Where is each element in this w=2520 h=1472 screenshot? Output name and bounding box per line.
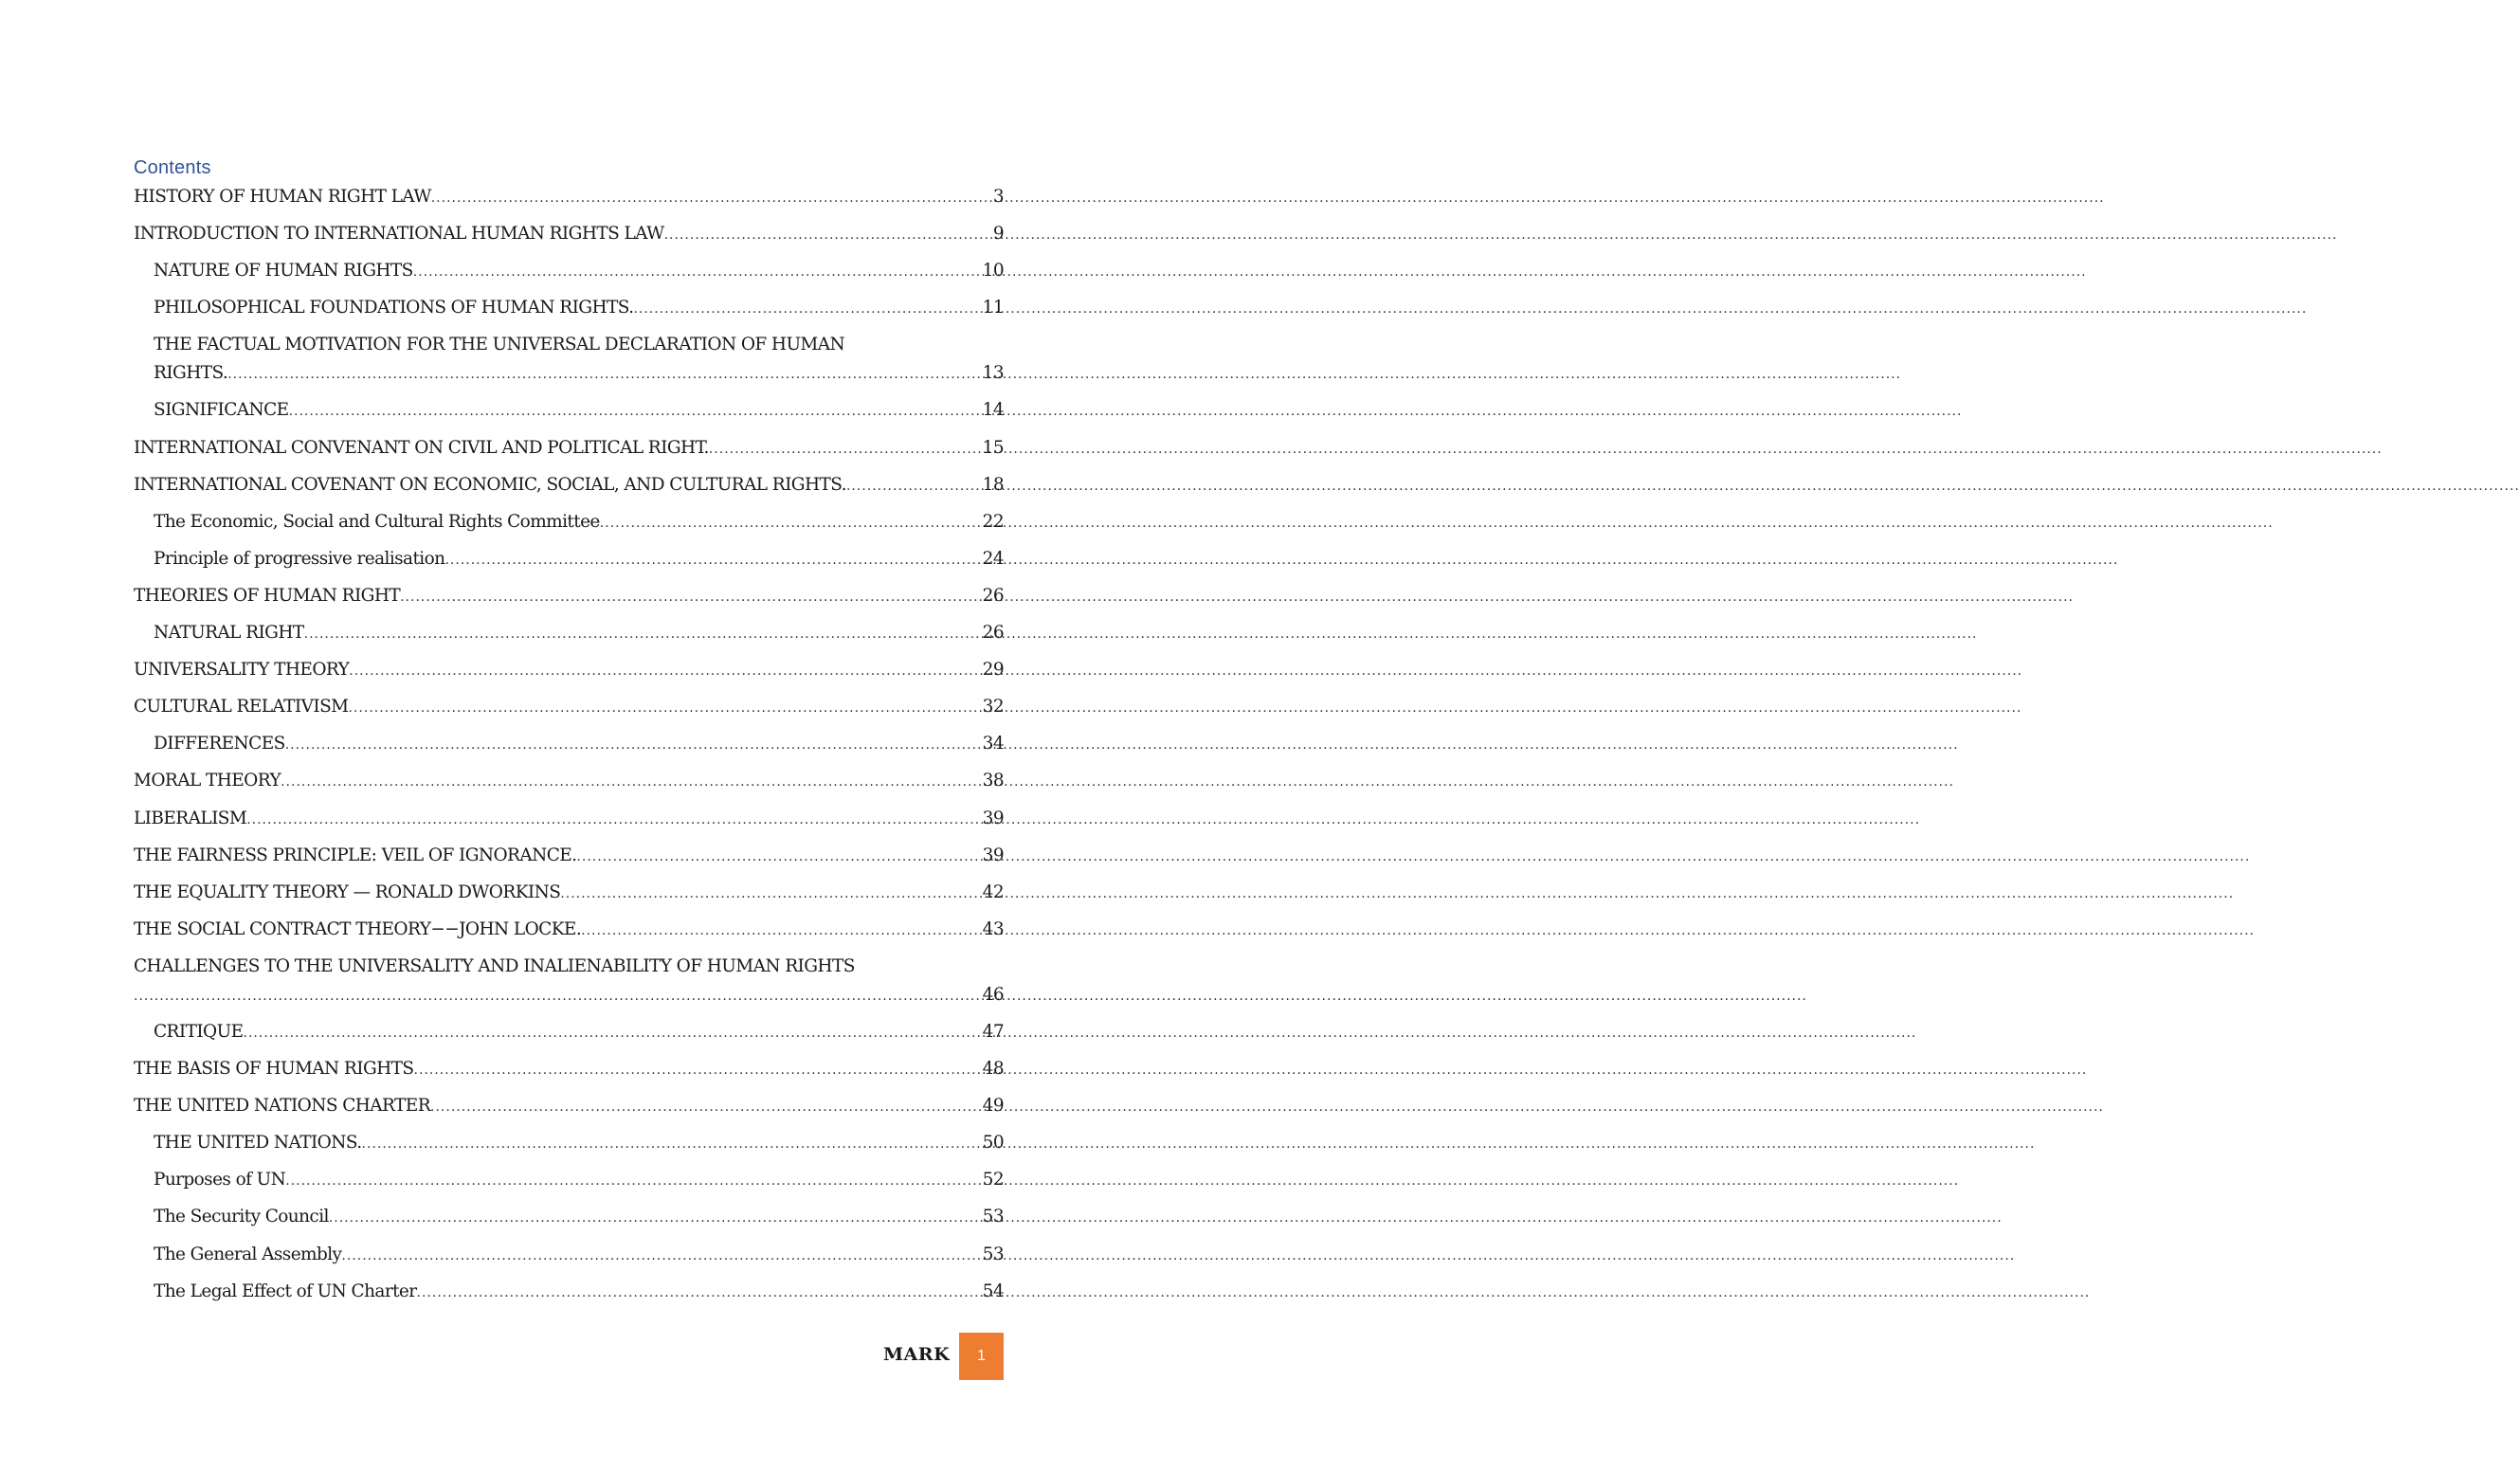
toc-dot-leader: [285, 1167, 982, 1195]
toc-entry-page: 39: [982, 808, 1004, 828]
toc-entry-page: 54: [982, 1281, 1004, 1301]
toc-entry[interactable]: [134, 953, 1004, 1009]
toc-entry-row: [134, 842, 1004, 870]
toc-entry-title: RIGHTS.: [154, 363, 228, 384]
toc-entry-page: 29: [982, 660, 1004, 681]
toc-entry-page: 48: [982, 1059, 1004, 1080]
toc-dot-leader: [329, 1204, 983, 1232]
toc-entry-row: [134, 582, 1004, 610]
toc-entry[interactable]: [134, 508, 1004, 536]
toc-entry-page: 52: [982, 1170, 1004, 1190]
toc-entry-row: [154, 1129, 1004, 1157]
toc-dot-leader: [431, 184, 993, 212]
toc-entry-row: [154, 1278, 1004, 1306]
toc-entry-title: INTERNATIONAL CONVENANT ON CIVIL AND POLITICAL RIGHT.: [134, 437, 709, 458]
toc-dot-leader: [244, 1019, 983, 1047]
toc-entry-row: [134, 879, 1004, 907]
toc-entry[interactable]: [134, 582, 1004, 610]
toc-entry-row: [154, 508, 1004, 536]
toc-dot-leader: [289, 397, 983, 426]
toc-entry-title: THE EQUALITY THEORY — RONALD DWORKINS: [134, 881, 561, 902]
toc-entry-title: THE SOCIAL CONTRACT THEORY−−JOHN LOCKE.: [134, 918, 582, 939]
toc-entry-title-line: CHALLENGES TO THE UNIVERSALITY AND INALIENABILITY OF HUMAN RIGHTS: [134, 955, 855, 976]
toc-entry-title: The Legal Effect of UN Charter: [154, 1281, 417, 1301]
toc-entry-title: DIFFERENCES: [154, 734, 285, 754]
toc-entry[interactable]: [134, 693, 1004, 721]
toc-entry-title: INTRODUCTION TO INTERNATIONAL HUMAN RIGHTS LAW: [134, 224, 664, 245]
toc-entry[interactable]: [134, 1241, 1004, 1269]
toc-dot-leader: [664, 221, 993, 249]
toc-entry-row: [134, 981, 1004, 1009]
toc-entry[interactable]: [134, 1203, 1004, 1231]
toc-entry-row: [134, 434, 1004, 463]
toc-entry[interactable]: [134, 257, 1004, 285]
toc-entry-title: UNIVERSALITY THEORY: [134, 660, 350, 681]
toc-entry-row: [154, 1203, 1004, 1231]
toc-entry-title: LIBERALISM: [134, 808, 247, 828]
toc-dot-leader: [400, 583, 983, 611]
toc-entry-page: 15: [982, 437, 1004, 458]
toc-entry-row: [154, 359, 1004, 388]
toc-entry[interactable]: [134, 619, 1004, 647]
toc-entry-page: 39: [982, 845, 1004, 865]
toc-dot-leader: [444, 546, 982, 574]
toc-entry-row: [134, 656, 1004, 684]
document-page: [0, 0, 1137, 1472]
toc-entry-row: [154, 619, 1004, 647]
toc-entry-title: NATURE OF HUMAN RIGHTS: [154, 261, 413, 282]
toc-entry-title: THE UNITED NATIONS.: [154, 1133, 362, 1154]
toc-entry-row: [134, 693, 1004, 721]
toc-entry-page: 34: [982, 734, 1004, 754]
toc-dot-leader: [414, 1056, 983, 1084]
toc-entry-page: 18: [982, 474, 1004, 495]
toc-entry[interactable]: [134, 842, 1004, 870]
toc-entry-page: 53: [982, 1207, 1004, 1227]
toc-entry[interactable]: [134, 1278, 1004, 1306]
toc-dot-leader: [349, 694, 983, 722]
toc-entry-page: 32: [982, 697, 1004, 718]
toc-entry-row: [134, 1092, 1004, 1120]
footer-page-number: 1: [959, 1333, 1004, 1380]
toc-dot-leader: [246, 806, 982, 834]
toc-entry-title: Purposes of UN: [154, 1170, 286, 1190]
toc-entry-title: THEORIES OF HUMAN RIGHT: [134, 585, 401, 606]
toc-entry-page: 9: [992, 224, 1004, 245]
toc-dot-leader: [581, 917, 983, 945]
toc-entry-title: PHILOSOPHICAL FOUNDATIONS OF HUMAN RIGHTS.: [154, 298, 634, 318]
toc-entry-title: INTERNATIONAL COVENANT ON ECONOMIC, SOCIAL, AND CULTURAL RIGHTS.: [134, 474, 846, 495]
footer-author: MARK: [883, 1344, 951, 1365]
toc-entry-row: [134, 1055, 1004, 1083]
toc-entry-row: [154, 257, 1004, 285]
toc-entry-page: 14: [982, 400, 1004, 421]
toc-entry[interactable]: [134, 434, 1004, 463]
toc-dot-leader: [285, 731, 983, 759]
toc-entry-title: THE FAIRNESS PRINCIPLE: VEIL OF IGNORANCE.: [134, 845, 577, 865]
toc-entry-page: 3: [992, 187, 1004, 207]
toc-entry-title: CULTURAL RELATIVISM: [134, 697, 349, 718]
toc-entry-page: 13: [982, 363, 1004, 384]
toc-entry[interactable]: [134, 916, 1004, 944]
toc-entry-page: 42: [982, 881, 1004, 902]
toc-dot-leader: [846, 472, 983, 500]
toc-entry-page: 24: [982, 548, 1004, 569]
toc-entry-row: [154, 1166, 1004, 1194]
toc-entry[interactable]: [134, 220, 1004, 248]
toc-entry-title: CRITIQUE: [154, 1021, 244, 1042]
toc-dot-leader: [134, 982, 983, 1010]
toc-dot-leader: [709, 435, 983, 463]
toc-entry[interactable]: [134, 183, 1004, 211]
toc-entry-title: The General Assembly: [154, 1244, 342, 1264]
toc-entry-page: 26: [982, 585, 1004, 606]
toc-entry-title: MORAL THEORY: [134, 771, 281, 791]
toc-entry-row: [154, 730, 1004, 758]
toc-entry-title: The Security Council: [154, 1207, 329, 1227]
toc-entry[interactable]: [134, 656, 1004, 684]
toc-entry[interactable]: [134, 879, 1004, 907]
toc-entry-row: [134, 805, 1004, 833]
toc-entry[interactable]: [134, 1055, 1004, 1083]
toc-entry-row: [154, 545, 1004, 573]
toc-entry-row: [154, 1018, 1004, 1046]
toc-entry[interactable]: [134, 767, 1004, 795]
toc-entry-title-line: THE FACTUAL MOTIVATION FOR THE UNIVERSAL DECLARATION OF HUMAN: [154, 335, 845, 355]
toc-entry[interactable]: [134, 1018, 1004, 1046]
toc-entry[interactable]: [134, 805, 1004, 833]
toc-entry[interactable]: [134, 1166, 1004, 1194]
toc-entry-page: 43: [982, 918, 1004, 939]
toc-dot-leader: [600, 509, 983, 537]
toc-entry-row: [154, 396, 1004, 425]
toc-heading: Contents: [134, 157, 211, 178]
toc-dot-leader: [633, 295, 982, 323]
toc-dot-leader: [362, 1130, 983, 1158]
toc-dot-leader: [341, 1242, 982, 1270]
toc-entry-page: 26: [982, 623, 1004, 644]
toc-entry[interactable]: [134, 294, 1004, 322]
toc-entry-row: [134, 220, 1004, 248]
toc-entry-title: Principle of progressive realisation: [154, 548, 445, 569]
toc-entry[interactable]: [134, 1092, 1004, 1120]
toc-entry-row: [134, 767, 1004, 795]
toc-entry[interactable]: [134, 1129, 1004, 1157]
toc-entry-page: 47: [982, 1021, 1004, 1042]
toc-entry-title: THE UNITED NATIONS CHARTER: [134, 1096, 431, 1117]
toc-entry[interactable]: [134, 730, 1004, 758]
toc-entry-row: [134, 183, 1004, 211]
toc-entry-page: 11: [982, 298, 1004, 318]
toc-entry[interactable]: [134, 545, 1004, 573]
toc-entry-page: 49: [982, 1096, 1004, 1117]
toc-entry-page: 22: [982, 511, 1004, 532]
toc-entry[interactable]: [134, 471, 1004, 500]
toc-entry-row: [134, 471, 1004, 500]
toc-entry-page: 53: [982, 1244, 1004, 1264]
toc-entry-page: 50: [982, 1133, 1004, 1154]
toc-entry-row: [134, 916, 1004, 944]
toc-dot-leader: [430, 1093, 983, 1121]
toc-dot-leader: [560, 880, 982, 908]
table-of-contents: [134, 183, 1004, 1315]
toc-entry-title: NATURAL RIGHT: [154, 623, 304, 644]
toc-entry-page: 46: [982, 984, 1004, 1005]
toc-dot-leader: [281, 768, 983, 796]
toc-dot-leader: [576, 843, 982, 871]
toc-entry-title: SIGNIFICANCE: [154, 400, 289, 421]
toc-entry-page: 38: [982, 771, 1004, 791]
toc-entry-row: [154, 1241, 1004, 1269]
toc-dot-leader: [417, 1279, 983, 1307]
toc-entry-page: 10: [982, 261, 1004, 282]
toc-entry-row: [154, 294, 1004, 322]
toc-dot-leader: [349, 657, 982, 685]
toc-entry-title: THE BASIS OF HUMAN RIGHTS: [134, 1059, 414, 1080]
toc-entry-title: HISTORY OF HUMAN RIGHT LAW: [134, 187, 431, 207]
toc-entry-title: The Economic, Social and Cultural Rights Committee: [154, 511, 600, 532]
toc-entry[interactable]: [134, 396, 1004, 425]
toc-dot-leader: [304, 620, 983, 648]
toc-dot-leader: [227, 360, 982, 389]
toc-dot-leader: [413, 258, 983, 286]
toc-entry[interactable]: [134, 331, 1004, 388]
